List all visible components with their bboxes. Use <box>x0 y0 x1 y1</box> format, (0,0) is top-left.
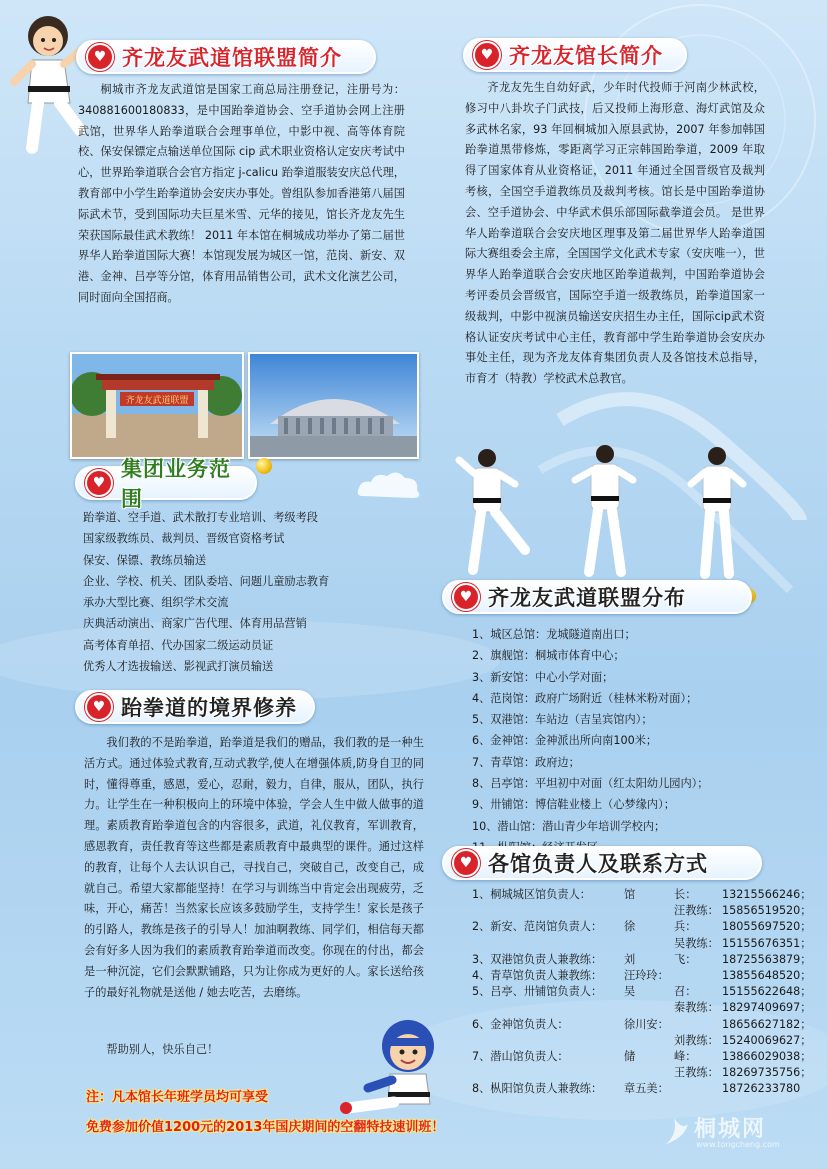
intro-heading <box>76 40 376 74</box>
contact-title: 长： <box>674 888 697 901</box>
contact-person: 刘 <box>624 952 636 966</box>
business-title: 集团业务范围 <box>121 457 231 511</box>
realm-heading <box>75 690 315 724</box>
contact-title: 汪教练： <box>674 904 719 918</box>
list-item: 保安、保镖、教练员输送 <box>83 553 207 567</box>
contact-person: 馆 <box>624 888 636 901</box>
heart-icon: ♥ <box>85 693 113 721</box>
contact-row <box>472 1017 812 1033</box>
kicking-kid-mascot <box>4 8 88 158</box>
contact-person: 徐 <box>624 920 636 934</box>
contact-phone: 18725563879； <box>722 952 812 966</box>
list-item: 庆典活动演出、商家广告代理、体育用品营销 <box>83 617 307 631</box>
contact-row <box>472 984 812 1000</box>
contact-phone: 18297409697； <box>722 1001 812 1015</box>
contacts-table <box>472 887 812 1097</box>
contact-person: 章五美： <box>624 1082 669 1096</box>
list-item: 10、潜山馆：潜山青少年培训学校内； <box>472 819 666 833</box>
contact-row <box>472 1049 812 1065</box>
contact-phone: 18726233780 <box>722 1082 801 1096</box>
contacts-title: 各馆负责人及联系方式 <box>488 852 708 876</box>
intro-title: 齐龙友武道馆联盟简介 <box>122 46 342 70</box>
business-heading <box>75 457 257 511</box>
gold-orb-decoration <box>256 458 272 474</box>
contact-row <box>472 1000 812 1016</box>
realm-title: 跆拳道的境界修养 <box>121 696 297 720</box>
list-item: 2、旗舰馆：桐城市体育中心； <box>472 649 625 663</box>
contact-row <box>472 919 812 935</box>
cloud-decoration <box>355 468 425 504</box>
contact-title: 召： <box>674 985 697 999</box>
contact-branch: 6、金神馆负责人： <box>472 1017 569 1031</box>
gym-gate-photo <box>70 352 244 459</box>
list-item: 6、金神馆：金神派出所向南100米； <box>472 734 658 748</box>
contact-title: 兵： <box>674 920 697 934</box>
list-item: 优秀人才选拔输送、影视武打演员输送 <box>83 660 274 674</box>
gate-sign-text: 齐龙友武道联盟 <box>125 396 189 406</box>
contact-title: 王教练： <box>674 1066 719 1080</box>
contact-row <box>472 968 812 984</box>
taekwondo-athletes-image <box>455 440 755 580</box>
notice-line-1: 注：凡本馆长年班学员均可享受 <box>86 1090 269 1105</box>
contact-person: 徐川安： <box>624 1017 669 1031</box>
distribution-heading <box>442 580 752 614</box>
business-list <box>83 507 423 677</box>
contact-row <box>472 952 812 968</box>
list-item: 7、青草馆：政府边； <box>472 755 580 769</box>
watermark-text: 桐城网 <box>694 1117 767 1142</box>
list-item: 5、双港馆：车站边（吉呈宾馆内）； <box>472 713 653 727</box>
contact-phone: 13215566246； <box>722 888 812 901</box>
contact-phone: 15240069627； <box>722 1033 812 1047</box>
contact-phone: 18656627182； <box>722 1017 812 1031</box>
contact-person: 汪玲玲： <box>624 968 669 982</box>
contact-phone: 13866029038； <box>722 1049 812 1063</box>
list-item: 国家级教练员、裁判员、晋级官资格考试 <box>83 532 285 546</box>
list-item: 1、城区总馆：龙城隧道南出口； <box>472 628 636 641</box>
contact-branch: 4、青草馆负责人兼教练： <box>472 968 603 982</box>
contact-phone: 15155676351； <box>722 936 812 950</box>
contacts-heading <box>442 846 762 880</box>
contact-title: 飞： <box>674 952 697 966</box>
list-item: 3、新安馆：中心小学对面； <box>472 670 614 684</box>
contact-phone: 18055697520； <box>722 920 812 934</box>
contact-row <box>472 1065 812 1081</box>
contact-branch: 3、双港馆负责人兼教练： <box>472 952 603 966</box>
list-item: 跆拳道、空手道、武术散打专业培训、考级考段 <box>83 511 318 524</box>
director-text: 齐龙友先生自幼好武，少年时代投师于河南少林武校，修习中八卦坎子门武技，后又投师上海形意、海灯武馆及众多武林名家，93 年回桐城加入原县武协，2007 年参加韩国跆拳道黑带修炼，零距离学习正宗韩国跆拳道，2009 年取得了国家体育从业资格证，2011 年通过全国晋级官及裁判考核，全国空手道教练员及裁判考核。馆长是中国跆拳道协会、空手道协会、中华武术俱乐部国际截拳道会员。 是世界华人跆拳道联合会安庆地区理事及第二届世界华人跆拳道国际大赛组委会主席，全国国学文化武术专家（安庆唯一），世界华人跆拳道联合会安庆地区跆拳道裁判，中国跆拳道协会考评委员会晋级官，国际空手道一级教练员，跆拳道国家一级裁判，中影中视演员输送安庆招生办主任，国际cip武术资格认证安庆考试中心主任，教育部中学生跆拳道协会安庆办事处主任，现为齐龙友体育集团负责人及各馆技术总指导，市育才（特教）学校武术总教官。 <box>465 81 765 386</box>
contact-title: 峰： <box>674 1049 697 1063</box>
contact-branch: 1、桐城城区馆负责人： <box>472 888 591 901</box>
distribution-title: 齐龙友武道联盟分布 <box>488 586 686 610</box>
heart-icon: ♥ <box>86 43 114 71</box>
watermark-logo-icon <box>660 1114 692 1148</box>
contact-row <box>472 1081 812 1097</box>
contact-branch: 5、吕亭、卅铺馆负责人： <box>472 985 603 999</box>
realm-text: 我们教的不是跆拳道，跆拳道是我们的赠品，我们教的是一种生活方式。通过体验式教育,互动式教学,使人在增强体质,防身自卫的同时，懂得尊重，感恩，爱心，忍耐，毅力，自律，服从，团队，执行力。让学生在一种积极向上的环境中体验，学会人生中做人做事的道理。素质教育跆拳道包含的内容很多，武道，礼仪教育，军训教育，感恩教育，责任教育等这些都是素质教育中最典型的课件。通过这样的教育，让每个人去认识自己，寻找自己，突破自己，改变自己，成就自己。希望大家都能坚持！在学习与训练当中肯定会出现疲劳，乏味，开心，痛苦！当然家长应该多鼓励学生，支持学生！家长是孩子的引路人，教练是孩子的引导人！加油啊教练、同学们，相信每天都会有好多人因为我们的素质教育跆拳道而改变。你现在的付出，都会是一种沉淀，它们会默默铺路，只为让你成为更好的人。家长送给孩子的最好礼物就是送他 / 她去吃苦，去磨练。 <box>84 736 424 999</box>
sports-center-photo <box>248 352 419 459</box>
intro-text: 桐城市齐龙友武道馆是国家工商总局注册登记，注册号为：340881600180833，是中国跆拳道协会、空手道协会网上注册武馆，世界华人跆拳道联合会理事单位，中影中视、高等体育院校、保安保镖定点输送单位国际 cip 武术职业资格认定安庆考试中心，世界跆拳道联合会官方指定 j-calicu 跆拳道服装安庆总代理，教育部中小学生跆拳道协会安庆办事处。曾组队参加香港第八届国际武术节，受到国际功夫巨星米雪、元华的接见，馆长齐龙友先生荣获国际最佳武术教练！ 2011 年本馆在桐城成功举办了第二届世界华人跆拳道国际大赛！本馆现发展为城区一馆，范岗、新安、双港、金神、吕亭等分馆，体育用品销售公司，武术文化演艺公司，同时面向全国招商。 <box>78 83 405 304</box>
site-watermark <box>660 1110 820 1158</box>
distribution-list <box>472 624 792 858</box>
contact-title: 刘教练： <box>674 1033 719 1047</box>
director-heading <box>463 38 687 72</box>
list-item: 4、范岗馆：政府广场附近（桂林米粉对面）； <box>472 691 698 705</box>
contact-phone: 15155622648； <box>722 985 812 999</box>
list-item: 8、吕亭馆：平坦初中对面（红太阳幼儿园内）； <box>472 777 709 791</box>
contact-phone: 13855648520； <box>722 968 812 982</box>
heart-icon: ♥ <box>85 469 113 497</box>
contact-branch: 2、新安、范岗馆负责人： <box>472 920 603 934</box>
watermark-url: www.tongcheng.com <box>696 1140 780 1149</box>
contact-title: 吴教练： <box>674 936 719 950</box>
heart-icon: ♥ <box>452 849 480 877</box>
realm-closing: 帮助别人，快乐自己！ <box>106 1043 219 1056</box>
contact-row <box>472 1033 812 1049</box>
contact-person: 吴 <box>624 985 636 999</box>
contact-branch: 8、枞阳馆负责人兼教练： <box>472 1082 603 1096</box>
heart-icon: ♥ <box>452 583 480 611</box>
list-item: 承办大型比赛、组织学术交流 <box>83 596 229 610</box>
contact-person: 储 <box>624 1049 636 1063</box>
contact-phone: 18269735756； <box>722 1066 812 1080</box>
director-title: 齐龙友馆长简介 <box>509 44 663 68</box>
helmet-kid-mascot <box>338 1012 448 1122</box>
list-item: 企业、学校、机关、团队委培、问题儿童励志教育 <box>83 574 330 588</box>
list-item: 高考体育单招、代办国家二级运动员证 <box>83 638 274 652</box>
contact-title: 秦教练： <box>674 1001 719 1015</box>
contact-branch: 7、潜山馆负责人： <box>472 1049 569 1063</box>
heart-icon: ♥ <box>473 41 501 69</box>
contact-row <box>472 903 812 919</box>
contact-row <box>472 887 812 903</box>
contact-phone: 15856519520； <box>722 904 812 918</box>
list-item: 9、卅铺馆：博信鞋业楼上（心梦缘内）； <box>472 798 675 812</box>
contact-row <box>472 936 812 952</box>
notice-line-2: 免费参加价值1200元的2013年国庆期间的空翻特技速训班！ <box>86 1120 445 1135</box>
